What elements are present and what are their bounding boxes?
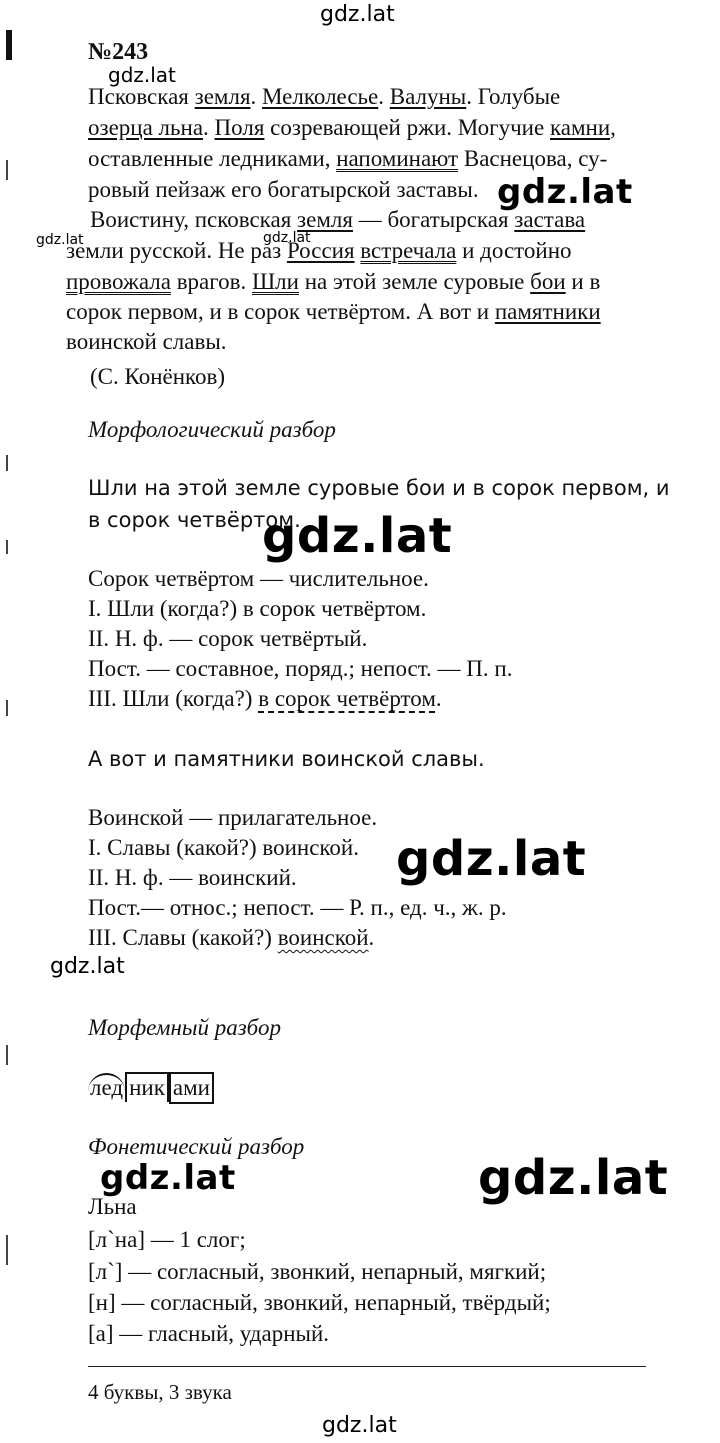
analysis-1-line-3: II. Н. ф. — сорок четвёртый. [88, 626, 368, 651]
scan-edge-mark [6, 455, 8, 471]
section-title-morpheme: Морфемный разбор [88, 1015, 281, 1040]
analysis-1-line-5: III. Шли (когда?) в сорок четвёртом. [88, 686, 442, 711]
sentence-1-line-2: в сорок четвёртом. [88, 508, 301, 532]
section-title-phonetic: Фонетический разбор [88, 1134, 305, 1159]
text-line-2: озерца льна. Поля созревающей ржи. Могучие камни, [88, 115, 616, 140]
divider-line [88, 1366, 646, 1367]
watermark: gdz.lat [36, 232, 84, 248]
morpheme-root: лед [90, 1075, 124, 1100]
scan-edge-mark [6, 540, 8, 554]
text-line-3: оставленные ледниками, напоминают Васнецова, су- [88, 146, 608, 171]
analysis-2-line-2: I. Славы (какой?) воинской. [88, 835, 359, 860]
phonetic-line-3: [н] — согласный, звонкий, непарный, твёрдый; [88, 1290, 551, 1315]
watermark-bottom: gdz.lat [322, 1413, 397, 1438]
sentence-1-line-1: Шли на этой земле суровые бои и в сорок первом, и [88, 476, 670, 500]
exercise-number: №243 [88, 39, 149, 65]
morpheme-ending: ами [169, 1072, 214, 1104]
watermark: gdz.lat [396, 831, 587, 887]
analysis-1-line-1: Сорок четвёртом — числительное. [88, 566, 429, 591]
analysis-1-line-4: Пост. — составное, поряд.; непост. — П. п. [88, 656, 513, 681]
text-line-9: воинской славы. [66, 329, 227, 354]
section-title-morphological: Морфологический разбор [88, 417, 336, 442]
watermark: gdz.lat [262, 508, 453, 564]
analysis-2-line-1: Воинской — прилагательное. [88, 805, 378, 830]
scan-edge-mark [6, 700, 8, 716]
analysis-1-line-2: I. Шли (когда?) в сорок четвёртом. [88, 596, 427, 621]
watermark: gdz.lat [50, 954, 125, 979]
morpheme-suffix: ник [125, 1072, 169, 1102]
phonetic-line-2: [л`] — согласный, звонкий, непарный, мягкий; [88, 1259, 547, 1284]
watermark: gdz.lat [478, 1150, 669, 1206]
watermark: gdz.lat [497, 172, 633, 212]
text-line-4: ровый пейзаж его богатырской заставы. [88, 177, 479, 202]
phonetic-summary: 4 буквы, 3 звука [88, 1380, 232, 1404]
scan-edge-mark [6, 1235, 8, 1265]
text-line-8: сорок первом, и в сорок четвёртом. А вот и памятники [66, 299, 601, 324]
analysis-2-line-4: Пост.— относ.; непост. — Р. п., ед. ч., ж. р. [88, 895, 507, 920]
watermark: gdz.lat [108, 63, 176, 87]
morpheme-word [88, 1072, 214, 1104]
phonetic-line-1: [л`на] — 1 слог; [88, 1227, 246, 1252]
watermark-top: gdz.lat [320, 2, 395, 27]
scan-edge-mark [6, 1045, 8, 1065]
analysis-2-line-3: II. Н. ф. — воинский. [88, 865, 297, 890]
text-line-1: Псковская земля. Мелколесье. Валуны. Голубые [88, 84, 561, 109]
watermark: gdz.lat [263, 230, 311, 246]
phonetic-line-4: [а] — гласный, ударный. [88, 1321, 330, 1346]
analysis-2-line-5: III. Славы (какой?) воинской. [88, 925, 375, 950]
text-line-5: Воистину, псковская земля — богатырская застава [90, 207, 586, 232]
scan-edge-mark [6, 30, 12, 60]
sentence-2: А вот и памятники воинской славы. [88, 747, 485, 771]
watermark: gdz.lat [100, 1158, 236, 1198]
author-line: (С. Конёнков) [90, 364, 226, 389]
scan-edge-mark [6, 160, 8, 180]
text-line-6: земли русской. Не раз Россия встречала и достойно [66, 238, 572, 263]
phonetic-word: Льна [88, 1194, 137, 1219]
text-line-7: провожала врагов. Шли на этой земле суровые бои и в [66, 269, 601, 294]
